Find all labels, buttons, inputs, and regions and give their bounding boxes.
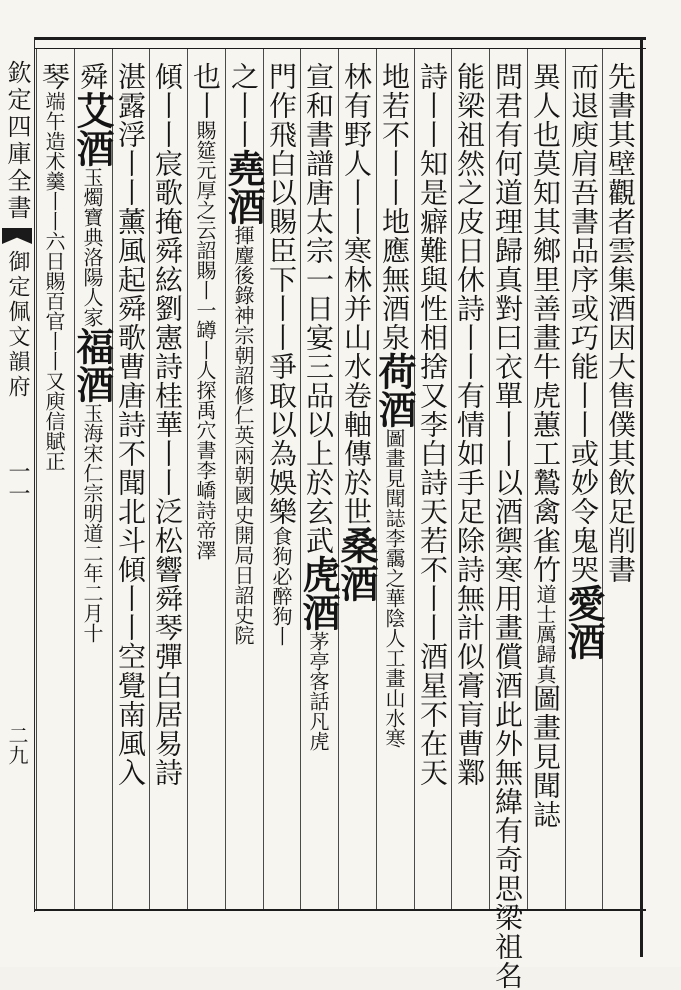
body-text: 傾丨丨宸歌掩舜絃劉憲詩桂華丨丨泛松響舜琴彈白居易詩 [151, 62, 184, 787]
text-column [70, 62, 115, 902]
body-text: 門作飛白以賜臣下丨丨爭取以為娛樂 [265, 62, 298, 526]
body-text: 能梁祖然之皮日休詩丨丨有情如手足除詩無計似膏肓曹鄴 [453, 62, 486, 787]
text-column [37, 62, 73, 902]
text-column [603, 62, 639, 902]
page-number: 二九 [5, 725, 29, 765]
body-text: 湛露浮丨丨薰風起舜歌曹唐詩不聞北斗傾丨丨空覺南風入 [114, 62, 147, 787]
body-text: 圖畫見聞誌 [529, 684, 562, 829]
text-column [561, 62, 606, 902]
text-column [415, 62, 451, 902]
text-column [150, 62, 186, 902]
text-column [296, 62, 341, 902]
annotation-text: 揮麈後錄神宗朝詔修仁英兩朝國史開局日詔史院 [231, 225, 255, 645]
body-text: 緯有奇思梁祖名 [491, 787, 524, 990]
entry-headword: 艾酒 [70, 91, 115, 167]
chapter-title: 御定佩文韻府 [5, 250, 30, 400]
text-column [334, 62, 379, 902]
text-column [221, 62, 266, 902]
entry-headword: 桑酒 [334, 526, 379, 602]
text-column [264, 62, 300, 902]
fish-tail-mark [2, 228, 32, 244]
annotation-text: 端午造术羹丨丨 [42, 91, 66, 231]
body-text: 而退庾肩吾書品序或巧能丨丨或妙令鬼哭 [567, 62, 600, 584]
body-text: 詩丨丨知是癖難與性相捨又李白詩天若不丨丨酒星不在天 [416, 62, 449, 787]
body-text: 林有野人丨丨寒林并山水卷軸傳於世 [340, 62, 373, 526]
text-column [490, 62, 526, 990]
text-column [113, 62, 149, 902]
page-margin [0, 60, 34, 504]
juan-mark: 一一 [5, 460, 30, 504]
frame-bottom-border [34, 909, 646, 911]
entry-headword: 虎酒 [296, 555, 341, 631]
body-text: 之丨丨 [227, 62, 260, 149]
entry-headword: 福酒 [70, 327, 115, 403]
body-text: 宣和書譜唐太宗一日宴三品以上於玄武 [302, 62, 335, 555]
annotation-text: 道士厲歸真 [533, 584, 557, 684]
frame-right-border [640, 37, 643, 957]
text-column [452, 62, 488, 902]
text-column [372, 62, 417, 902]
text-column [528, 62, 564, 902]
annotation-text: 賜筵元厚之云詔賜丨一罇丨人探禹穴書李嶠詩帝澤 [193, 120, 217, 560]
body-text: 問君有何道理歸真對曰衣單丨丨以酒禦寒用畫償酒此外無 [491, 62, 524, 787]
annotation-text: 茅亭客話凡虎 [306, 631, 330, 751]
annotation-text: 玉燭寶典洛陽人家 [80, 167, 104, 327]
body-text: 地若不丨丨地應無酒泉 [378, 62, 411, 352]
annotation-text: 玉海宋仁宗明道二年二月十 [80, 403, 104, 643]
entry-headword: 愛酒 [561, 584, 606, 660]
body-text: 異人也莫知其鄉里善畫牛虎蕙工鷙禽雀竹 [529, 62, 562, 584]
body-text: 先書其壁觀者雲集酒因大售僕其飲足削書 [604, 62, 637, 584]
body-text: 琴 [38, 62, 71, 91]
body-text: 舜 [76, 62, 109, 91]
annotation-text: 六日賜百官丨丨又庾信賦正 [42, 231, 66, 471]
book-title: 欽定四庫全書 [3, 60, 31, 222]
frame-top-inner-border [34, 48, 646, 49]
entry-headword: 堯酒 [221, 149, 266, 225]
annotation-text: 食狗必醉狗丨 [269, 526, 293, 646]
text-column [188, 62, 224, 902]
entry-headword: 荷酒 [372, 352, 417, 428]
body-text: 也丨 [189, 62, 222, 120]
frame-top-border [34, 37, 646, 40]
annotation-text: 圖畫見聞誌李靄之華陰人工畫山水寒 [382, 428, 406, 748]
